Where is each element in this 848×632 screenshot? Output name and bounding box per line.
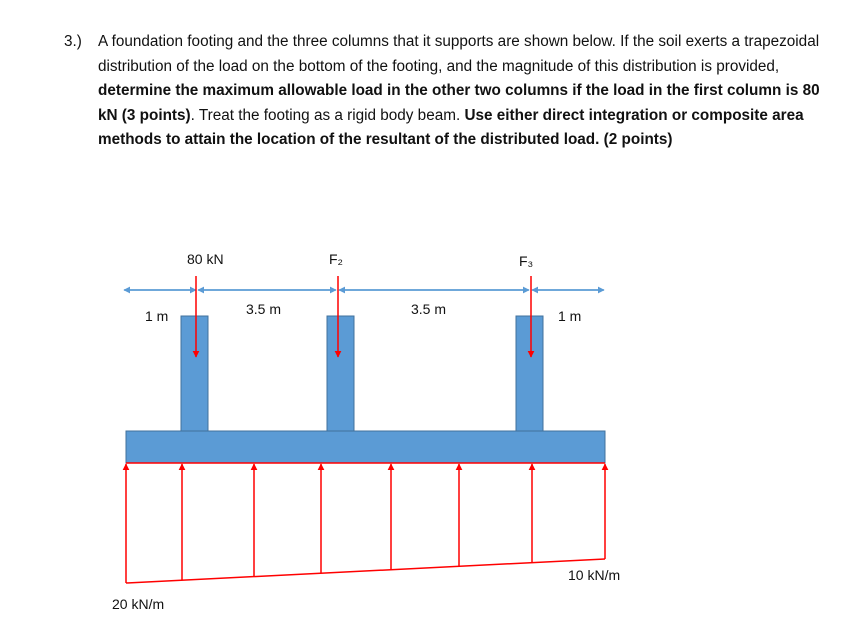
problem-text-intro: A foundation footing and the three columns that it supports are shown below. If the soil exerts a trapezoidal distribution of the load on the bottom of the footing, and the magnitude of this distribution is provided, (98, 33, 820, 75)
dimension-label-left: 1 m (145, 308, 169, 324)
column-3 (516, 316, 543, 432)
problem-task-2: Use either direct integration or composite area methods to attain the location of the resultant of the distributed load. (2 points) (98, 106, 804, 149)
distribution-bottom-edge (126, 559, 605, 583)
soil-pressure-distribution (126, 463, 605, 583)
distribution-label-right: 10 kN/m (568, 567, 621, 583)
distribution-label-left: 20 kN/m (112, 596, 165, 612)
footing-beam (126, 431, 605, 463)
load-label-column-1: 80 kN (187, 251, 224, 267)
load-label-column-3: F₃ (519, 253, 534, 269)
column-2 (327, 316, 354, 432)
load-label-column-2: F₂ (329, 251, 343, 267)
dimension-label-right: 1 m (558, 308, 582, 324)
problem-number: 3.) (64, 33, 82, 50)
column-1 (181, 316, 208, 432)
dimension-label-span1: 3.5 m (246, 301, 282, 317)
dimension-label-span2: 3.5 m (411, 301, 447, 317)
problem-text-rigid-body: . Treat the footing as a rigid body beam. (190, 106, 465, 124)
problem-task-1: determine the maximum allowable load in the other two columns if the load in the first column is 80 kN (3 points) (98, 82, 820, 124)
